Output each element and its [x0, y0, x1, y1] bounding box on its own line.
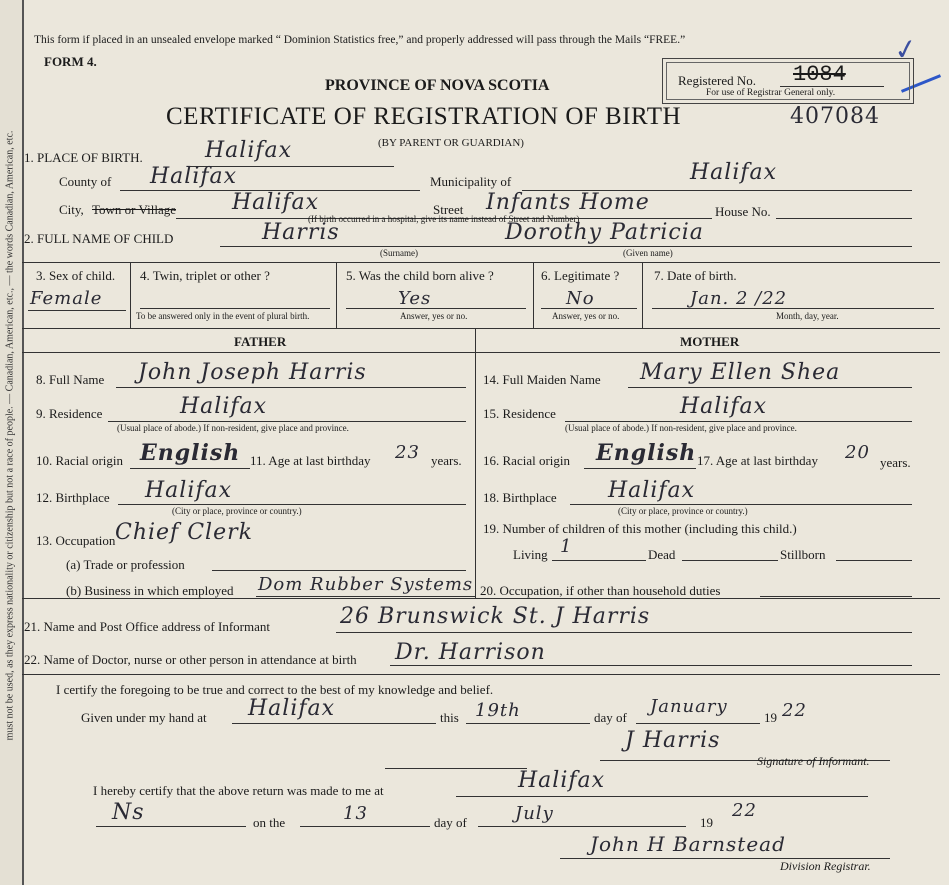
registered-rule: [780, 86, 884, 87]
surname-caption: (Surname): [380, 248, 418, 258]
separator-rule: [385, 768, 527, 769]
mother-residence-caption: (Usual place of abode.) If non-resident, give place and province.: [565, 423, 797, 433]
side-margin: [0, 0, 24, 885]
mother-racial-value: English: [596, 440, 697, 466]
mother-occupation-label: 20. Occupation, if other than household duties: [480, 583, 721, 598]
street-label: Street: [433, 202, 464, 217]
mother-children-label: 19. Number of children of this mother (including this child.): [483, 521, 797, 536]
county-value: Halifax: [150, 164, 238, 189]
father-business-rule: [256, 596, 476, 597]
informant-rule: [336, 632, 912, 633]
given-place-value: Halifax: [248, 696, 336, 721]
division-registrar-caption: Division Registrar.: [780, 859, 871, 873]
dob-label: 7. Date of birth.: [654, 268, 737, 283]
registrar-signature: John H Barnstead: [590, 832, 786, 856]
registrar-month-rule: [478, 826, 686, 827]
father-racial-value: English: [140, 440, 241, 466]
child-surname-value: Harris: [262, 220, 340, 245]
given-year-prefix: 19: [764, 710, 777, 725]
mother-living-value: 1: [560, 536, 573, 557]
house-number-label: House No.: [715, 204, 771, 219]
stillborn-rule: [836, 560, 912, 561]
father-heading: FATHER: [234, 334, 287, 349]
legitimate-value: No: [566, 288, 595, 309]
father-trade-rule: [212, 570, 466, 571]
doctor-rule: [390, 665, 912, 666]
alive-label: 5. Was the child born alive ?: [346, 268, 494, 283]
row3-divider: [336, 262, 337, 328]
given-day-rule: [466, 723, 590, 724]
stamp-number: 407084: [790, 104, 880, 129]
given-day-of-label: day of: [594, 710, 627, 725]
parents-divider: [475, 328, 476, 598]
legit-rule: [541, 308, 637, 309]
mother-racial-label: 16. Racial origin: [483, 453, 571, 468]
sex-rule: [28, 310, 126, 311]
father-birthplace-rule: [118, 504, 466, 505]
mother-name-value: Mary Ellen Shea: [640, 360, 841, 385]
given-under-label: Given under my hand at: [81, 710, 207, 725]
registrar-place-value: Halifax: [518, 768, 606, 793]
alive-caption: Answer, yes or no.: [400, 311, 468, 321]
father-age-value: 23: [395, 442, 420, 463]
certify-statement: I certify the foregoing to be true and correct to the best of my knowledge and belief.: [56, 682, 494, 697]
registrar-statement: I hereby certify that the above return was made to me at: [93, 783, 384, 798]
mother-residence-rule: [565, 421, 912, 422]
father-business-label: (b) Business in which employed: [66, 583, 234, 598]
municipality-value: Halifax: [690, 160, 778, 185]
mother-occupation-rule: [760, 596, 912, 597]
mother-birthplace-rule: [570, 504, 912, 505]
mail-notice: This form if placed in an unsealed envelope marked “ Dominion Statistics free,” and properly addressed will pass through the Mails “FREE.”: [34, 34, 686, 46]
section-bottom-rule: [22, 674, 940, 675]
registrar-initial-rule: [96, 826, 246, 827]
street-value: Infants Home: [486, 190, 650, 215]
father-racial-rule: [130, 468, 250, 469]
registrar-day-rule: [300, 826, 430, 827]
father-occupation-value: Chief Clerk: [115, 520, 253, 545]
father-residence-rule: [108, 421, 466, 422]
mother-residence-label: 15. Residence: [483, 406, 556, 421]
county-label: County of: [59, 174, 112, 189]
child-name-rule: [220, 246, 912, 247]
registered-label: Registered No.: [678, 73, 756, 88]
father-name-rule: [116, 387, 466, 388]
registrar-year-value: 22: [732, 800, 757, 821]
row3-top-rule: [22, 262, 940, 263]
mother-age-unit: years.: [880, 455, 911, 470]
this-label: this: [440, 710, 459, 725]
mother-birthplace-value: Halifax: [608, 478, 696, 503]
father-racial-label: 10. Racial origin: [36, 453, 124, 468]
sex-label: 3. Sex of child.: [36, 268, 116, 283]
informant-signature-caption: Signature of Informant.: [757, 754, 870, 768]
hospital-note: (If birth occurred in a hospital, give its name instead of Street and Number): [308, 214, 580, 224]
informant-value: 26 Brunswick St. J Harris: [340, 604, 651, 629]
registrar-initial-mark: Ns: [112, 800, 145, 825]
registrar-year-prefix: 19: [700, 815, 713, 830]
mother-racial-rule: [584, 468, 696, 469]
doctor-value: Dr. Harrison: [395, 640, 546, 665]
row3-bottom-rule: [22, 328, 940, 329]
alive-value: Yes: [398, 288, 432, 309]
mother-birthplace-caption: (City or place, province or country.): [618, 506, 748, 516]
informant-label: 21. Name and Post Office address of Informant: [24, 619, 270, 634]
father-occupation-label: 13. Occupation: [36, 533, 116, 548]
house-rule: [776, 218, 912, 219]
parents-header-rule: [22, 352, 940, 353]
given-place-rule: [232, 723, 436, 724]
father-age-unit: years.: [431, 453, 462, 468]
father-trade-label: (a) Trade or profession: [66, 557, 185, 572]
place-of-birth-label: 1. PLACE OF BIRTH.: [24, 150, 143, 165]
father-birthplace-label: 12. Birthplace: [36, 490, 110, 505]
child-given-value: Dorothy Patricia: [505, 220, 704, 245]
father-birthplace-value: Halifax: [145, 478, 233, 503]
father-name-label: 8. Full Name: [36, 372, 105, 387]
father-residence-label: 9. Residence: [36, 406, 103, 421]
mother-residence-value: Halifax: [680, 394, 768, 419]
father-residence-value: Halifax: [180, 394, 268, 419]
form-number: FORM 4.: [44, 54, 97, 69]
municipality-label: Municipality of: [430, 174, 512, 189]
row3-divider: [533, 262, 534, 328]
registrar-on-label: on the: [253, 815, 286, 830]
mother-birthplace-label: 18. Birthplace: [483, 490, 557, 505]
child-name-label: 2. FULL NAME OF CHILD: [24, 231, 174, 246]
dead-rule: [682, 560, 778, 561]
given-month-value: January: [650, 696, 728, 717]
city-value: Halifax: [232, 190, 320, 215]
row3-divider: [642, 262, 643, 328]
twin-rule: [140, 308, 330, 309]
mother-dead-label: Dead: [648, 547, 676, 562]
place-of-birth-value: Halifax: [205, 138, 293, 163]
twin-label: 4. Twin, triplet or other ?: [140, 268, 270, 283]
registered-number: 1084: [793, 62, 846, 87]
father-birthplace-caption: (City or place, province or country.): [172, 506, 302, 516]
given-year-value: 22: [782, 700, 807, 721]
legitimate-label: 6. Legitimate ?: [541, 268, 620, 283]
province-heading: PROVINCE OF NOVA SCOTIA: [325, 77, 550, 94]
side-margin-text: must not be used, as they express nationality or citizenship but not a race of people. — Canadian, American, etc., — the words Canadian, American, etc.: [4, 130, 16, 741]
registrar-day-of-label: day of: [434, 815, 467, 830]
parents-bottom-rule: [22, 598, 940, 599]
father-age-label: 11. Age at last birthday: [250, 453, 371, 468]
sex-value: Female: [30, 288, 103, 309]
mother-stillborn-label: Stillborn: [780, 547, 826, 562]
dob-caption: Month, day, year.: [776, 311, 839, 321]
mother-living-label: Living: [513, 547, 548, 562]
dob-rule: [652, 308, 934, 309]
mother-age-value: 20: [845, 442, 870, 463]
registrar-place-rule: [456, 796, 868, 797]
mother-age-label: 17. Age at last birthday: [697, 453, 818, 468]
legitimate-caption: Answer, yes or no.: [552, 311, 620, 321]
father-name-value: John Joseph Harris: [138, 360, 367, 385]
given-month-rule: [636, 723, 760, 724]
doctor-label: 22. Name of Doctor, nurse or other person in attendance at birth: [24, 652, 357, 667]
registrar-note: For use of Registrar General only.: [706, 88, 836, 98]
given-day-value: 19th: [475, 700, 521, 721]
mother-name-label: 14. Full Maiden Name: [483, 372, 601, 387]
informant-signature: J Harris: [625, 728, 721, 753]
town-village-struck: Town or Village: [92, 202, 176, 217]
mother-name-rule: [628, 387, 912, 388]
certificate-title: CERTIFICATE OF REGISTRATION OF BIRTH: [166, 103, 682, 130]
registrar-day-value: 13: [343, 803, 368, 824]
twin-caption: To be answered only in the event of plural birth.: [136, 311, 310, 321]
certificate-subtitle: (BY PARENT OR GUARDIAN): [378, 137, 524, 149]
mother-heading: MOTHER: [680, 334, 740, 349]
check-mark-icon: ✓: [891, 31, 921, 68]
alive-rule: [346, 308, 526, 309]
father-residence-caption: (Usual place of abode.) If non-resident, give place and province.: [117, 423, 349, 433]
registrar-month-value: July: [515, 803, 554, 824]
row3-divider: [130, 262, 131, 328]
dob-value: Jan. 2 /22: [690, 288, 788, 309]
city-label: City,: [59, 202, 84, 217]
father-business-value: Dom Rubber Systems: [258, 574, 474, 595]
given-name-caption: (Given name): [623, 248, 673, 258]
living-rule: [552, 560, 646, 561]
